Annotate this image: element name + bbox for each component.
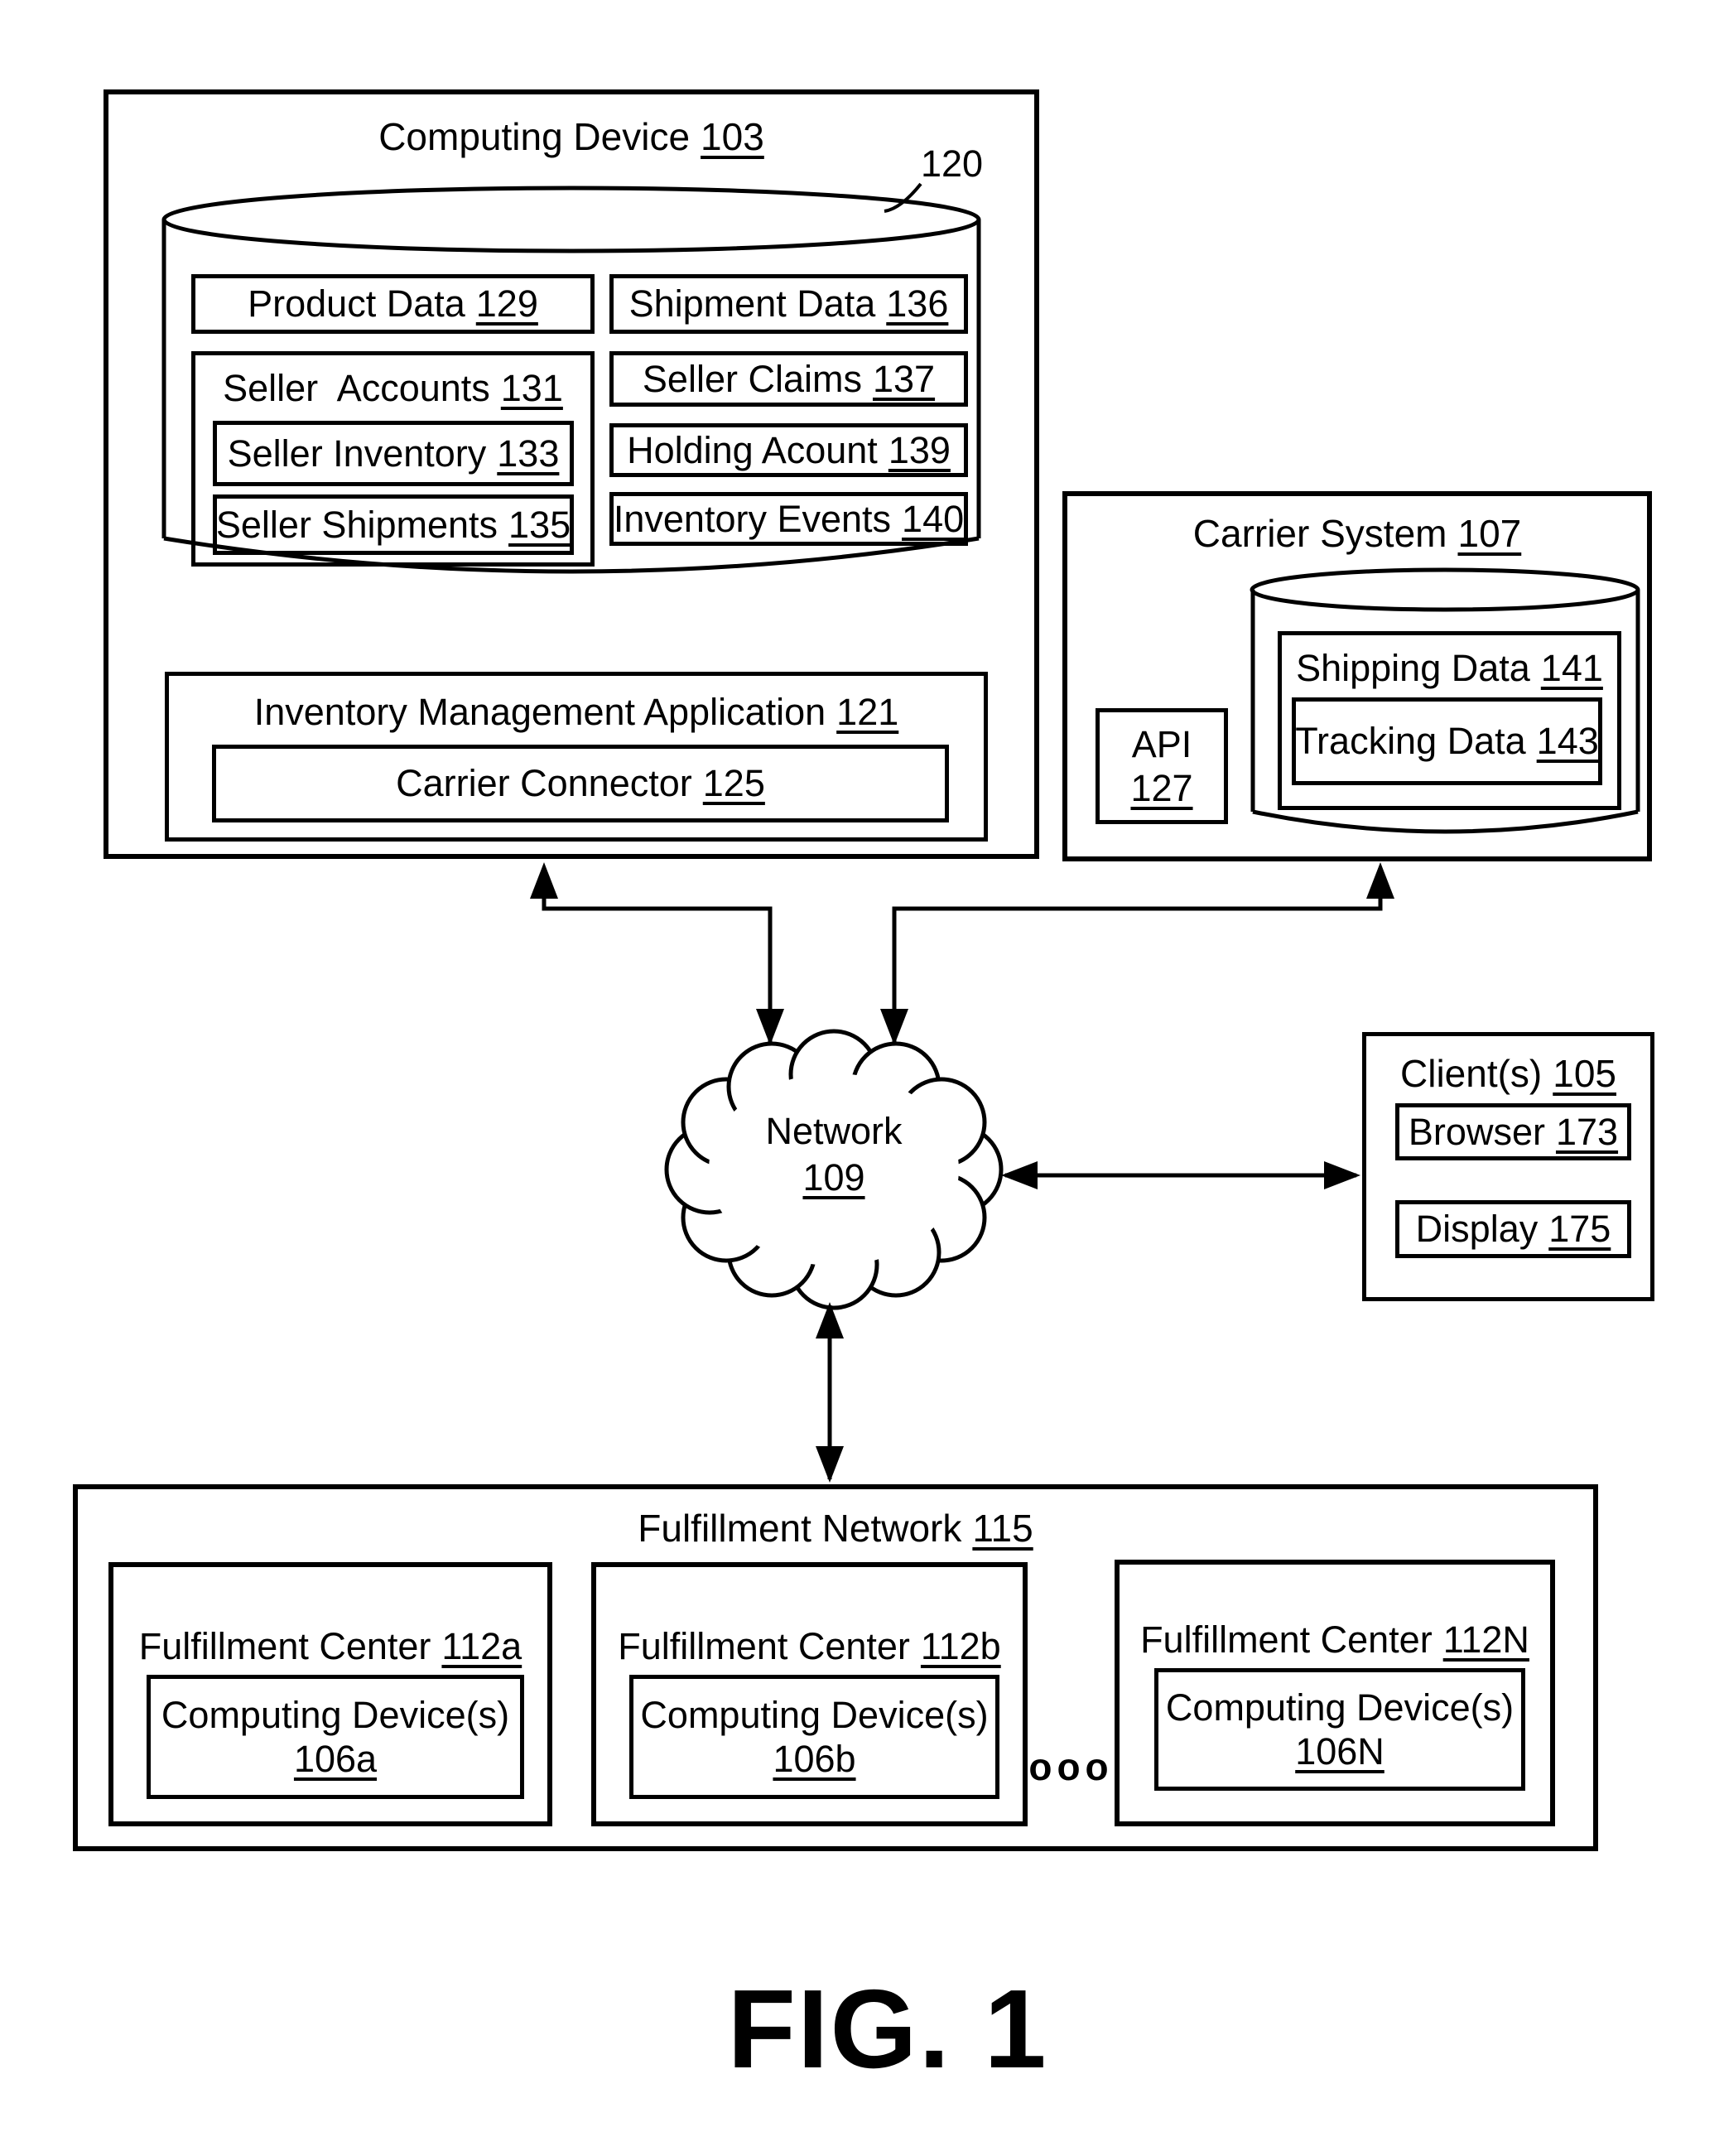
arrow-computing-device-network bbox=[530, 862, 784, 1045]
fulfillment-centers-ellipsis: ooo bbox=[1028, 1745, 1114, 1788]
display-label: Display 175 bbox=[1415, 1208, 1611, 1250]
tracking-data-box bbox=[1292, 697, 1602, 785]
computing-device-title: Computing Device 103 bbox=[378, 115, 764, 158]
computing-device-box bbox=[104, 89, 1039, 859]
arrow-network-fulfillment bbox=[816, 1302, 844, 1483]
seller-shipments-label: Seller Shipments 135 bbox=[215, 503, 571, 546]
computing-devices-box-b: Computing Device(s) 106b bbox=[629, 1675, 999, 1799]
carrier-connector-label: Carrier Connector 125 bbox=[396, 762, 765, 804]
api-label: API bbox=[1131, 722, 1192, 765]
inventory-management-application-box bbox=[165, 672, 988, 842]
fulfillment-network-title: Fulfillment Network 115 bbox=[638, 1507, 1033, 1550]
computing-devices-box-a: Computing Device(s) 106a bbox=[147, 1675, 524, 1799]
inventory-events-box bbox=[609, 492, 968, 546]
clients-box bbox=[1362, 1032, 1654, 1301]
seller-accounts-box bbox=[191, 351, 595, 567]
fulfillment-center-title-a: Fulfillment Center 112a bbox=[138, 1625, 522, 1667]
fulfillment-center-box-b bbox=[591, 1562, 1028, 1826]
browser-box bbox=[1395, 1103, 1631, 1160]
shipment-data-box bbox=[609, 274, 968, 334]
product-data-label: Product Data 129 bbox=[248, 282, 538, 325]
fulfillment-center-title-n: Fulfillment Center 112N bbox=[1140, 1618, 1529, 1661]
carrier-system-title: Carrier System 107 bbox=[1192, 512, 1522, 555]
fulfillment-network-box bbox=[73, 1484, 1598, 1851]
fulfillment-center-title-b: Fulfillment Center 112b bbox=[618, 1625, 1001, 1667]
inventory-management-application-label: Inventory Management Application 121 bbox=[253, 691, 899, 733]
carrier-system-box bbox=[1062, 491, 1652, 861]
seller-shipments-box bbox=[213, 494, 574, 555]
display-box bbox=[1395, 1200, 1631, 1258]
carrier-connector-box bbox=[212, 745, 949, 822]
network-label: Network 109 bbox=[765, 1110, 903, 1199]
api-ref: 127 bbox=[1130, 767, 1193, 809]
fulfillment-center-box-n bbox=[1115, 1560, 1555, 1826]
seller-accounts-label: Seller Accounts 131 bbox=[223, 367, 563, 409]
shipping-data-box bbox=[1278, 631, 1621, 810]
seller-claims-label: Seller Claims 137 bbox=[642, 357, 936, 400]
inventory-events-label: Inventory Events 140 bbox=[613, 497, 965, 540]
shipment-data-label: Shipment Data 136 bbox=[628, 282, 949, 325]
browser-label: Browser 173 bbox=[1408, 1110, 1619, 1153]
datastore-ref-label: 120 bbox=[921, 142, 984, 185]
tracking-data-label: Tracking Data 143 bbox=[1295, 720, 1599, 762]
product-data-box bbox=[191, 274, 595, 334]
figure-label: FIG. 1 bbox=[727, 1966, 1048, 2091]
fulfillment-center-box-a bbox=[108, 1562, 552, 1826]
clients-title: Client(s) 105 bbox=[1400, 1052, 1616, 1095]
holding-account-label: Holding Acount 139 bbox=[627, 428, 951, 471]
computing-devices-box-n: Computing Device(s) 106N bbox=[1154, 1668, 1525, 1791]
holding-account-box bbox=[609, 423, 968, 477]
shipping-data-label: Shipping Data 141 bbox=[1296, 647, 1603, 689]
seller-claims-box bbox=[609, 351, 968, 407]
api-box bbox=[1096, 708, 1228, 824]
seller-inventory-label: Seller Inventory 133 bbox=[227, 432, 560, 475]
seller-inventory-box bbox=[213, 421, 574, 486]
arrow-network-clients bbox=[1001, 1161, 1360, 1189]
arrow-network-carrier-system bbox=[880, 862, 1394, 1045]
